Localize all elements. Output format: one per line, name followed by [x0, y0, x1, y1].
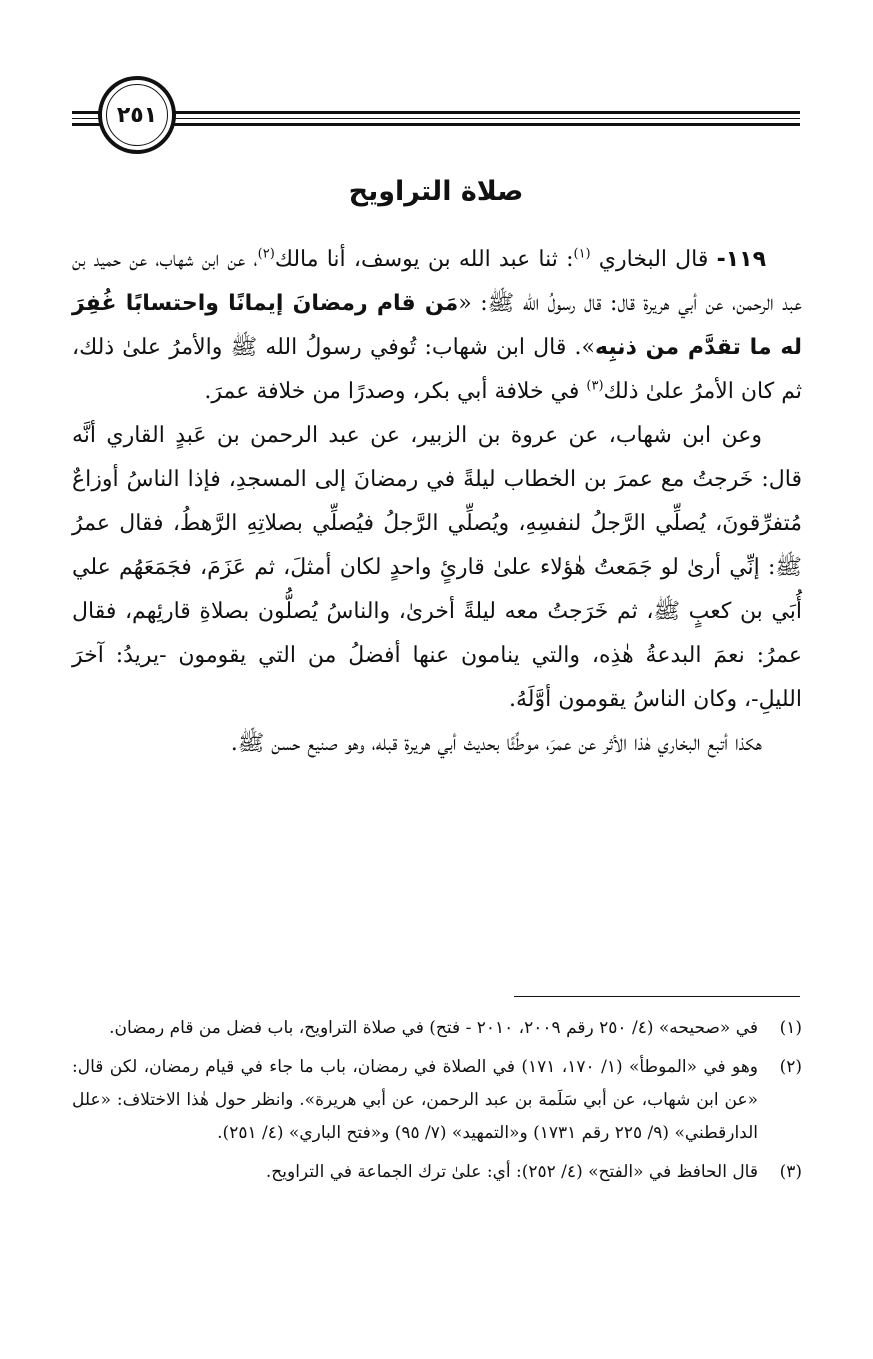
page-number: ٢٥١	[116, 102, 158, 128]
footnote-text: في «صحيحه» (٤/ ٢٥٠ رقم ٢٠٠٩، ٢٠١٠ - فتح) في صلاة التراويح، باب فضل من قام رمضان.	[109, 1018, 758, 1038]
footnote-1	[72, 1012, 802, 1045]
footnote-2	[72, 1051, 802, 1150]
page-number-badge	[98, 76, 176, 154]
footnote-separator	[514, 996, 800, 997]
para1-text-a: : ثنا عبد الله بن يوسف، أنا مالك	[274, 247, 574, 272]
paragraph-commentary: هكذا أتبع البخاري هٰذا الأثر عن عمرَ، موطِّئًا بحديث أبي هريرة قبله، وهو صنيع حسن ﷺ.	[230, 731, 762, 756]
chapter-title: صلاة التراويح	[348, 176, 524, 207]
hadith-number: ١١٩-	[716, 247, 767, 272]
footnote-3	[72, 1156, 802, 1189]
main-text	[72, 238, 802, 766]
footnote-text: وهو في «الموطأ» (١/ ١٧٠، ١٧١) في الصلاة في رمضان، باب ما جاء في قيام رمضان، لكن قال: «عن ابن شهاب، عن أبي سَلَمة بن عبد الرحمن، عن أبي هريرة». وانظر حول هٰذا الاختلاف: «علل الدارقطني» (٩/ ٢٢٥ رقم ١٧٣١) و«التمهيد» (٧/ ٩٥) و«فتح الباري» (٤/ ٢٥١).	[72, 1057, 759, 1143]
footnote-number: (٣)	[779, 1162, 802, 1182]
para1-text-b: ، عن ابن شهاب، عن حميد بن عبد الرحمن، عن أبي هريرة قال: قال رسولُ الله ﷺ: «	[72, 247, 802, 316]
footnote-number: (١)	[779, 1018, 802, 1038]
para1-text-c: ». قال ابن شهاب: تُوفي رسولُ الله ﷺ والأمرُ علىٰ ذلك، ثم كان الأمرُ علىٰ ذلك	[72, 335, 802, 404]
footnotes	[72, 1012, 802, 1195]
header-rule-middle	[72, 118, 800, 119]
para1-intro: قال البخاري	[590, 247, 717, 272]
footnote-text: قال الحافظ في «الفتح» (٤/ ٢٥٢): أي: علىٰ ترك الجماعة في التراويح.	[265, 1162, 758, 1182]
para1-text-end: في خلافة أبي بكر، وصدرًا من خلافة عمرَ.	[204, 379, 587, 404]
header-rule-top	[72, 111, 800, 114]
footnote-ref-1[interactable]: (١)	[573, 246, 591, 262]
footnote-ref-2[interactable]: (٢)	[257, 246, 275, 262]
paragraph-hadith-119	[72, 238, 802, 414]
footnote-number: (٢)	[779, 1057, 802, 1077]
hadith-quote: مَن قام رمضانَ إيمانًا واحتسابًا غُفِرَ له ما تقدَّم من ذنبِه	[72, 291, 802, 360]
header-rule-bottom	[72, 123, 800, 126]
footnote-ref-3[interactable]: (٣)	[586, 378, 604, 394]
paragraph-umar-narration: وعن ابن شهاب، عن عروة بن الزبير، عن عبد الرحمن بن عَبدٍ القاري أنَّه قال: خَرجتُ مع عمرَ بن الخطاب ليلةً في رمضانَ إلى المسجدِ، فإذا الناسُ أوزاعٌ مُتفرِّقونَ، يُصلِّي الرَّجلُ لنفسِهِ، ويُصلِّي الرَّجلُ فيُصلِّي بصلاتِهِ الرَّهطُ، فقال عمرُ ﷺ: إنِّي أرىٰ لو جَمَعتُ هٰؤلاء علىٰ قارئٍ واحدٍ لكان أمثلَ، ثم عَزَمَ، فجَمَعَهُم علي أُبَي بن كعبٍ ﷺ، ثم خَرَجتُ معه ليلةً أخرىٰ، والناسُ يُصلُّون بصلاةِ قارئِهم، فقال عمرُ: نعمَ البدعةُ هٰذِه، والتي ينامون عنها أفضلُ من التي يقومون -يريدُ: آخرَ الليلِ-، وكان الناسُ يقومون أوَّلَهُ.	[72, 423, 802, 712]
